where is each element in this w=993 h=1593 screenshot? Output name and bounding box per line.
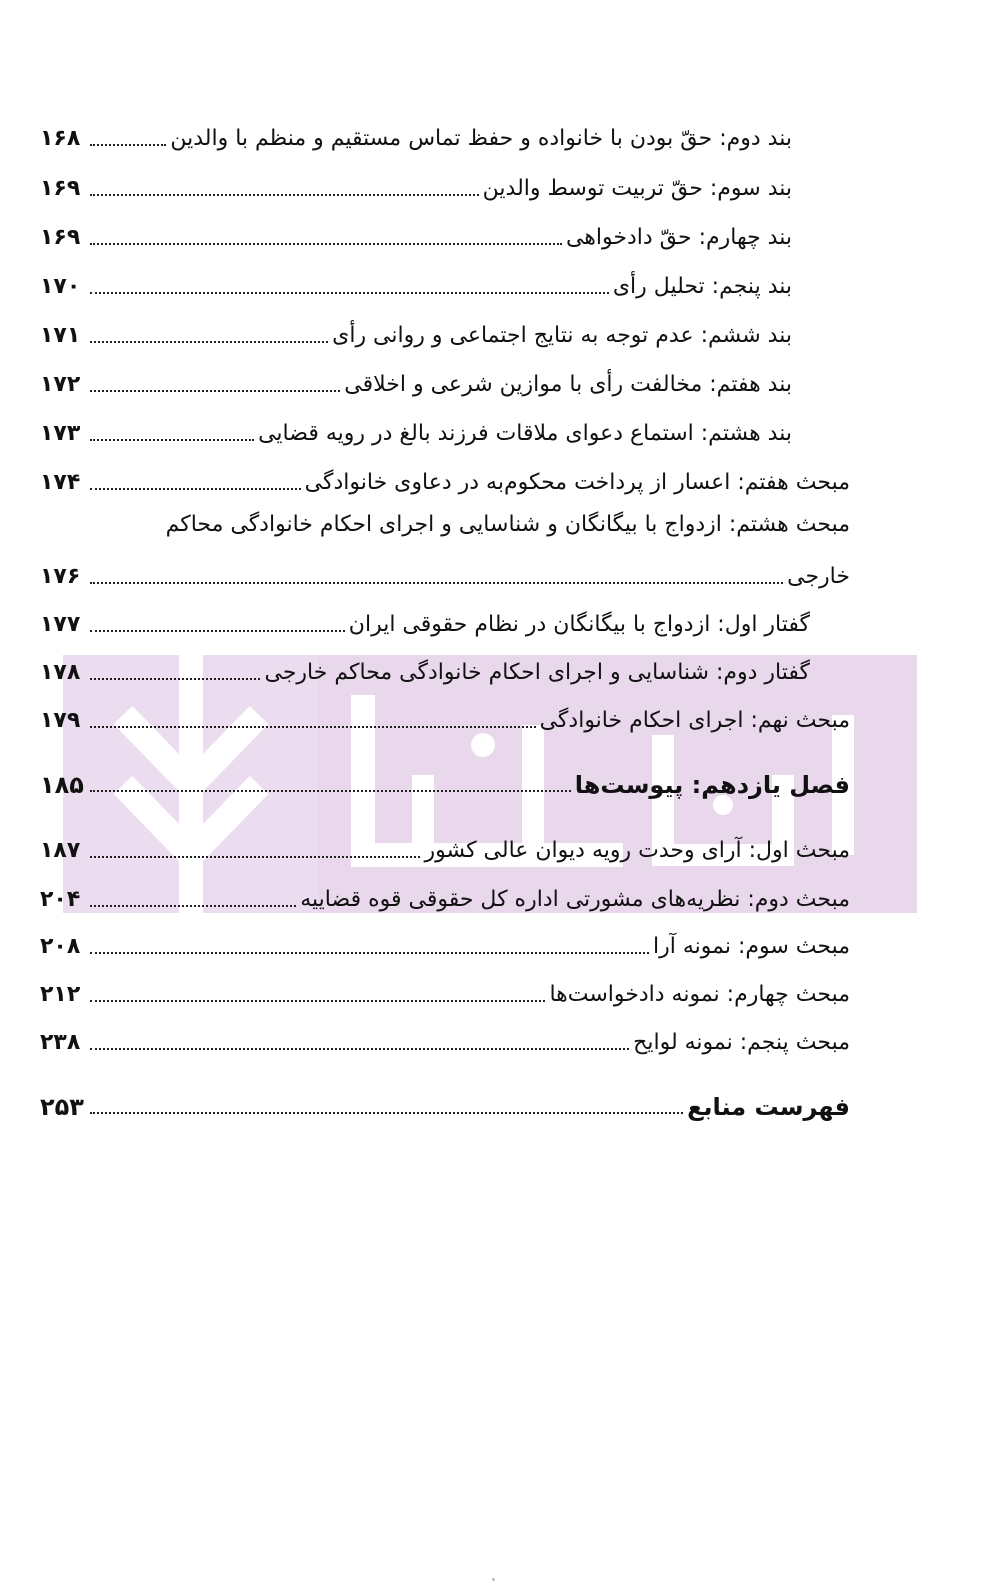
toc-page-number: ۲۳۸ [40, 1030, 81, 1055]
toc-title: مبحث نهم: اجرای احکام خانوادگی [539, 708, 850, 733]
toc-page-number: ۱۶۹ [40, 176, 81, 201]
toc-leader-dots [90, 390, 340, 392]
toc-page-number: ۱۶۹ [40, 225, 81, 250]
toc-title: مبحث اول: آرای وحدت رویه دیوان عالی کشور [424, 838, 850, 863]
toc-page-number: ۱۷۳ [40, 421, 81, 446]
toc-title: مبحث سوم: نمونه آرا [652, 934, 850, 959]
toc-entry [40, 974, 850, 1010]
toc-leader-dots [90, 488, 301, 490]
toc-title: مبحث هفتم: اعسار از پرداخت محکوم‌به در دعاوی خانوادگی [304, 470, 850, 495]
toc-title: بند دوم: حقّ بودن با خانواده و حفظ تماس مستقیم و منظم با والدین [170, 126, 792, 151]
toc-page-number: ۱۷۱ [40, 323, 81, 348]
toc-title: گفتار دوم: شناسایی و اجرای احکام خانوادگی محاکم خارجی [264, 660, 810, 685]
toc-page-number: ۲۰۸ [40, 934, 81, 959]
toc-page-number: ۲۰۴ [40, 887, 81, 912]
toc-entry [40, 217, 792, 253]
toc-leader-dots [90, 952, 649, 954]
toc-page-number: ۱۸۷ [40, 838, 81, 863]
toc-chapter-entry [40, 764, 850, 800]
toc-title-wrapped: مبحث هشتم: ازدواج با بیگانگان و شناسایی و اجرای احکام خانوادگی محاکم [165, 512, 850, 537]
toc-leader-dots [90, 243, 562, 245]
toc-leader-dots [90, 630, 345, 632]
toc-page-number: ۱۷۶ [40, 564, 81, 589]
toc-title: بند ششم: عدم توجه به نتایج اجتماعی و روانی رأی [332, 323, 792, 348]
toc-leader-dots [90, 341, 328, 343]
toc-leader-dots [90, 678, 260, 680]
toc-entry [40, 556, 850, 592]
toc-page-number: ۱۷۸ [40, 660, 81, 685]
toc-leader-dots [90, 905, 296, 907]
toc-leader-dots [90, 144, 166, 146]
toc-title: گفتار اول: ازدواج با بیگانگان در نظام حقوقی ایران [348, 612, 810, 637]
toc-page-number: ۱۶۸ [40, 126, 81, 151]
toc-entry [40, 1022, 850, 1058]
toc-title: بند پنجم: تحلیل رأی [612, 274, 792, 299]
toc-entry [40, 879, 850, 915]
toc-chapter-entry [40, 1086, 850, 1122]
toc-entry [40, 462, 850, 498]
toc-leader-dots [90, 194, 479, 196]
toc-page-number: ۱۷۷ [40, 612, 81, 637]
toc-entry [40, 413, 792, 449]
toc-page-number: ۱۷۲ [40, 372, 81, 397]
toc-leader-dots [90, 1000, 545, 1002]
toc-page-number: ۱۷۹ [40, 708, 81, 733]
toc-entry [40, 266, 792, 302]
toc-entry [40, 315, 792, 351]
toc-page-number: ۱۸۵ [40, 771, 84, 799]
toc-leader-dots [90, 582, 783, 584]
toc-entry [40, 604, 810, 640]
toc-leader-dots [90, 292, 609, 294]
toc-entry [40, 364, 792, 400]
toc-title: مبحث دوم: نظریه‌های مشورتی اداره کل حقوقی قوه قضاییه [300, 887, 850, 912]
toc-title: بند سوم: حقّ تربیت توسط والدین [482, 176, 792, 201]
toc-entry [40, 168, 792, 204]
toc-page-number: ۱۷۴ [40, 470, 81, 495]
toc-entry [40, 700, 850, 736]
toc-leader-dots [90, 726, 536, 728]
toc-title: بند هفتم: مخالفت رأی با موازین شرعی و اخلاقی [344, 372, 792, 397]
toc-entry [40, 118, 792, 154]
toc-title: فهرست منابع [687, 1093, 850, 1121]
toc-title: بند هشتم: استماع دعوای ملاقات فرزند بالغ در رویه قضایی [258, 421, 792, 446]
toc-entry [40, 652, 810, 688]
toc-entry [40, 830, 850, 866]
toc-title: مبحث پنجم: نمونه لوایح [633, 1030, 850, 1055]
toc-title: بند چهارم: حقّ دادخواهی [565, 225, 792, 250]
toc-leader-dots [90, 439, 254, 441]
toc-page-number: ۱۷۰ [40, 274, 81, 299]
toc-page-number: ۲۵۳ [40, 1093, 84, 1121]
toc-leader-dots [90, 790, 571, 792]
toc-title: مبحث چهارم: نمونه دادخواست‌ها [549, 982, 850, 1007]
toc-leader-dots [90, 856, 420, 858]
toc-title: خارجی [787, 564, 850, 589]
toc-title: فصل یازدهم: پیوست‌ها [574, 771, 850, 799]
toc-page-number: ۲۱۲ [40, 982, 81, 1007]
toc-leader-dots [90, 1048, 629, 1050]
toc-leader-dots [90, 1112, 683, 1114]
toc-entry [40, 926, 850, 962]
